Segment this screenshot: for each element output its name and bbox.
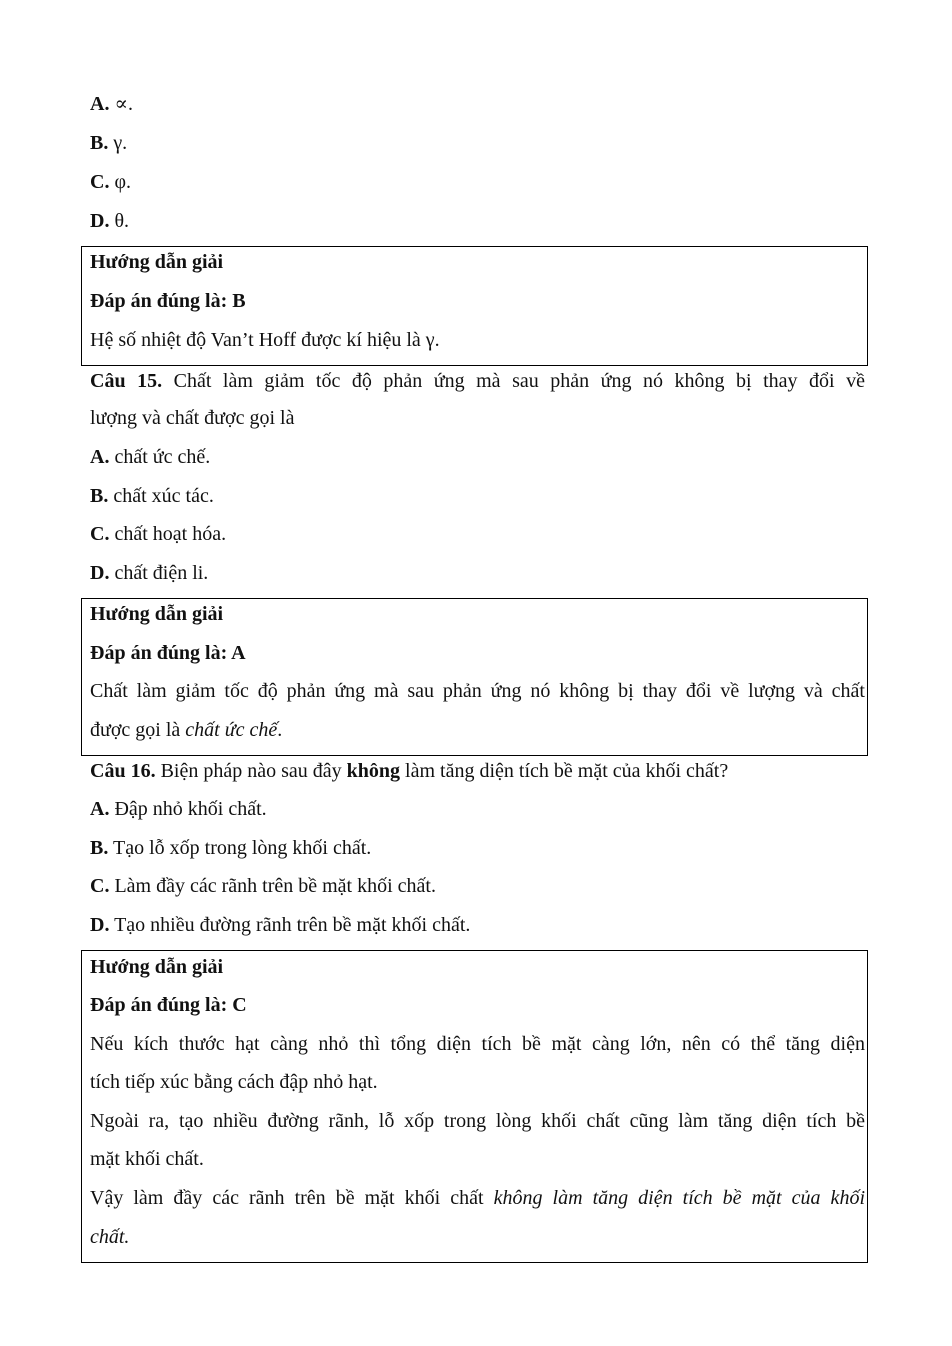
q16-stem: Câu 16. Biện pháp nào sau đây không làm tăng diện tích bề mặt của khối chất? [90, 760, 729, 782]
q14-option-c: C. φ. [90, 171, 131, 193]
q15-stem-line1: Câu 15. Chất làm giảm tốc độ phản ứng mà sau phản ứng nó không bị thay đổi về [90, 370, 865, 392]
q16-solution-p2-line2: mặt khối chất. [90, 1148, 204, 1170]
q16-solution-answer: Đáp án đúng là: C [90, 994, 247, 1016]
q16-solution-heading: Hướng dẫn giải [90, 956, 224, 978]
q14-option-d: D. θ. [90, 210, 130, 232]
q16-solution-p1-line2: tích tiếp xúc bằng cách đập nhỏ hạt. [90, 1071, 378, 1093]
q15-option-a: A. chất ức chế. [90, 446, 211, 468]
q16-solution-p1-line1: Nếu kích thước hạt càng nhỏ thì tổng diện tích bề mặt càng lớn, nên có thể tăng diện [90, 1033, 865, 1055]
q14-solution-text: Hệ số nhiệt độ Van’t Hoff được kí hiệu là γ. [90, 329, 440, 351]
q15-stem-line2: lượng và chất được gọi là [90, 407, 295, 429]
q16-solution-p3-line1: Vậy làm đầy các rãnh trên bề mặt khối chất không làm tăng diện tích bề mặt của khối [90, 1187, 865, 1209]
q15-solution-heading: Hướng dẫn giải [90, 603, 224, 625]
q16-solution-p2-line1: Ngoài ra, tạo nhiều đường rãnh, lỗ xốp trong lòng khối chất cũng làm tăng diện tích bề [90, 1110, 865, 1132]
q16-solution-p3-line2: chất. [90, 1226, 130, 1248]
q15-solution-line2: được gọi là chất ức chế. [90, 719, 283, 741]
q15-solution-answer: Đáp án đúng là: A [90, 642, 246, 664]
q15-option-b: B. chất xúc tác. [90, 485, 214, 507]
q14-solution-answer: Đáp án đúng là: B [90, 290, 246, 312]
q15-option-c: C. chất hoạt hóa. [90, 523, 227, 545]
q16-option-c: C. Làm đầy các rãnh trên bề mặt khối chất. [90, 875, 436, 897]
q14-solution-heading: Hướng dẫn giải [90, 251, 224, 273]
q16-option-d: D. Tạo nhiều đường rãnh trên bề mặt khối chất. [90, 914, 471, 936]
q15-solution-line1: Chất làm giảm tốc độ phản ứng mà sau phản ứng nó không bị thay đổi về lượng và chất [90, 680, 865, 702]
q14-option-a: A. ∝. [90, 93, 133, 115]
q14-option-b: B. γ. [90, 132, 128, 154]
q16-option-b: B. Tạo lỗ xốp trong lòng khối chất. [90, 837, 372, 859]
q16-option-a: A. Đập nhỏ khối chất. [90, 798, 267, 820]
q15-option-d: D. chất điện li. [90, 562, 209, 584]
